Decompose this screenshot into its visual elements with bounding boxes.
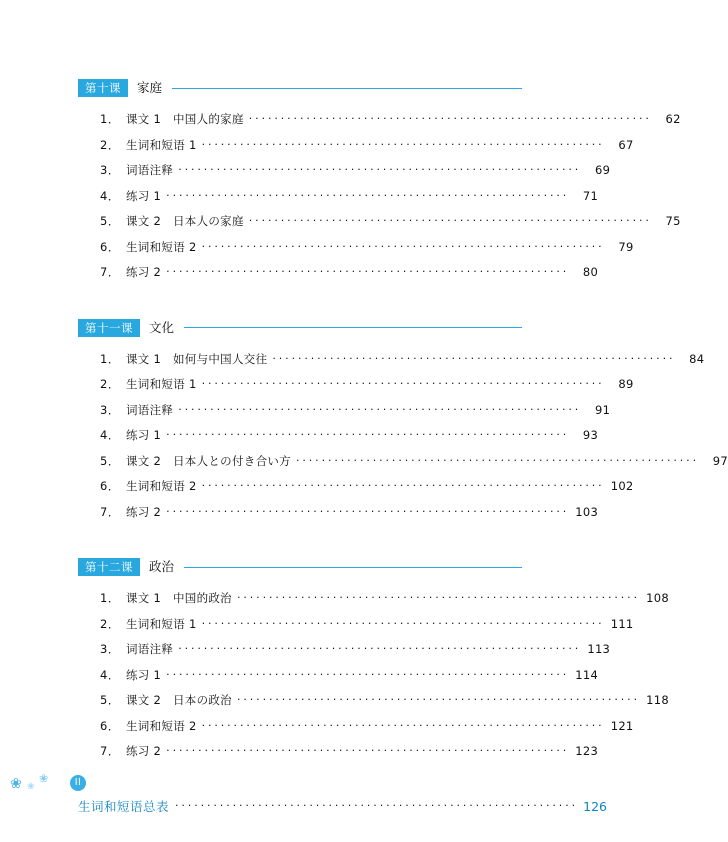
glossary-entry[interactable] <box>78 797 607 818</box>
entry-page: 91 <box>594 402 611 417</box>
toc-entry[interactable] <box>100 739 599 765</box>
toc-entry[interactable] <box>100 474 634 500</box>
entry-label: 课文 2 日本の政治 <box>126 693 232 707</box>
entry-number: 3． <box>100 642 120 656</box>
leader-dots: ······························································· <box>166 428 570 441</box>
entry-number: 7． <box>100 504 120 519</box>
chapter-title: 家庭 <box>137 80 163 95</box>
chapter-header <box>78 318 522 338</box>
entry-page: 102 <box>610 479 634 493</box>
toc-entry[interactable] <box>100 398 611 424</box>
chapter-rule <box>184 327 522 328</box>
entry-page: 97 <box>712 453 728 468</box>
entry-number: 7． <box>100 265 120 279</box>
page-footer <box>0 765 600 795</box>
entry-page: 113 <box>587 642 611 656</box>
entry-number: 5． <box>100 214 120 228</box>
leader-dots: ······························································· <box>295 453 699 467</box>
toc-entry[interactable] <box>100 688 669 714</box>
entry-label: 生词和短语 1 <box>126 616 197 631</box>
toc-entry[interactable] <box>100 235 634 261</box>
entry-number: 1． <box>100 112 120 126</box>
entry-page: 93 <box>582 428 599 442</box>
leader-dots: ······························································· <box>248 214 652 227</box>
entry-number: 6． <box>100 718 120 733</box>
toc-entry[interactable] <box>100 449 728 475</box>
toc-entry[interactable] <box>100 423 599 449</box>
entry-page: 69 <box>594 163 611 177</box>
chapter-section <box>78 557 669 765</box>
chapter-section <box>78 318 728 526</box>
entry-page: 108 <box>646 591 669 605</box>
entry-label: 生词和短语 1 <box>126 377 197 391</box>
entry-number: 3． <box>100 163 120 177</box>
leader-dots: ······························································· <box>178 163 582 176</box>
leader-dots: ······························································· <box>201 479 605 492</box>
leader-dots: ······························································· <box>175 798 578 812</box>
entry-page: 71 <box>582 188 599 203</box>
leader-dots: ······························································· <box>201 616 605 630</box>
entry-label: 课文 1 如何与中国人交往 <box>126 351 268 366</box>
entry-number: 7． <box>100 744 120 758</box>
leader-dots: ······························································· <box>166 265 570 278</box>
entry-label: 生词和短语 2 <box>126 239 197 254</box>
leader-dots: ······························································· <box>166 504 570 518</box>
entry-label: 练习 1 <box>126 428 162 442</box>
glossary-page: 126 <box>583 798 607 814</box>
toc-entry[interactable] <box>100 209 681 235</box>
footer-decoration <box>8 771 82 795</box>
entry-page: 103 <box>575 504 599 519</box>
toc-entry[interactable] <box>100 347 705 373</box>
toc-entry[interactable] <box>100 184 599 210</box>
entry-page: 121 <box>610 718 634 733</box>
toc-entry[interactable] <box>100 260 599 286</box>
chapter-rule <box>184 567 522 568</box>
entry-number: 2． <box>100 616 120 631</box>
entry-number: 4． <box>100 667 120 682</box>
entry-page: 111 <box>610 616 634 631</box>
leader-dots: ······························································· <box>236 591 640 604</box>
entry-label: 词语注释 <box>126 402 174 417</box>
entry-number: 5． <box>100 453 120 468</box>
leader-dots: ······························································· <box>272 351 676 365</box>
entry-number: 6． <box>100 479 120 493</box>
entry-label: 练习 2 <box>126 265 162 279</box>
entry-label: 生词和短语 2 <box>126 479 197 493</box>
entry-label: 课文 1 中国的政治 <box>126 591 232 605</box>
entry-number: 4． <box>100 428 120 442</box>
leader-dots: ······························································· <box>236 693 640 706</box>
leader-dots: ······························································· <box>166 667 570 681</box>
chapter-title: 政治 <box>149 559 175 574</box>
entry-label: 词语注释 <box>126 163 174 177</box>
leader-dots: ······························································· <box>248 112 652 125</box>
glossary-label: 生词和短语总表 <box>78 798 170 814</box>
toc-entry[interactable] <box>100 637 611 663</box>
toc-entry[interactable] <box>100 372 634 398</box>
entry-number: 2． <box>100 377 120 391</box>
leader-dots: ······························································· <box>178 642 582 655</box>
toc-entry[interactable] <box>100 500 599 526</box>
entry-label: 词语注释 <box>126 642 174 656</box>
leader-dots: ······························································· <box>201 137 605 151</box>
toc-content <box>78 78 728 818</box>
entry-list <box>78 107 681 286</box>
entry-number: 2． <box>100 137 120 152</box>
entry-page: 84 <box>689 351 705 366</box>
toc-entry[interactable] <box>100 663 599 689</box>
entry-number: 5． <box>100 693 120 707</box>
entry-page: 67 <box>618 137 634 152</box>
flower-icon: ❀ <box>10 776 22 792</box>
leader-dots: ······························································· <box>166 744 570 757</box>
entry-page: 79 <box>618 239 634 254</box>
chapter-section <box>78 78 681 286</box>
entry-number: 1． <box>100 591 120 605</box>
leader-dots: ······························································· <box>201 377 605 390</box>
entry-label: 生词和短语 2 <box>126 718 197 733</box>
leader-dots: ······························································· <box>201 718 605 732</box>
chapter-rule <box>172 88 522 89</box>
entry-number: 3． <box>100 402 120 417</box>
chapter-tag: 第十二课 <box>78 558 140 576</box>
entry-label: 练习 1 <box>126 667 162 682</box>
entry-label: 课文 2 日本人との付き合い方 <box>126 453 291 468</box>
leader-dots: ······························································· <box>166 188 570 202</box>
chapter-tag: 第十一课 <box>78 319 140 337</box>
chapter-header <box>78 78 522 98</box>
entry-number: 4． <box>100 188 120 203</box>
entry-page: 75 <box>665 214 681 228</box>
entry-label: 练习 1 <box>126 188 162 203</box>
entry-number: 6． <box>100 239 120 254</box>
chapter-header <box>78 557 522 577</box>
entry-label: 练习 2 <box>126 744 162 758</box>
entry-label: 生词和短语 1 <box>126 137 197 152</box>
entry-number: 1． <box>100 351 120 366</box>
entry-page: 80 <box>582 265 599 279</box>
flower-icon: ❀ <box>27 782 35 792</box>
flower-icon: ❀ <box>39 772 49 785</box>
toc-entry[interactable] <box>100 714 634 740</box>
entry-label: 练习 2 <box>126 504 162 519</box>
entry-page: 89 <box>618 377 634 391</box>
leader-dots: ······························································· <box>201 239 605 253</box>
chapter-tag: 第十课 <box>78 79 128 97</box>
toc-entry[interactable] <box>100 586 669 612</box>
toc-entry[interactable] <box>100 158 611 184</box>
entry-page: 118 <box>646 693 669 707</box>
toc-entry[interactable] <box>100 612 634 638</box>
entry-label: 课文 2 日本人の家庭 <box>126 214 244 228</box>
entry-list <box>78 347 728 526</box>
toc-entry[interactable] <box>100 107 681 133</box>
toc-entry[interactable] <box>100 133 634 159</box>
entry-page: 114 <box>575 667 599 682</box>
entry-page: 123 <box>575 744 599 758</box>
entry-page: 62 <box>665 112 681 126</box>
entry-list <box>78 586 669 765</box>
chapter-title: 文化 <box>149 319 175 335</box>
leader-dots: ······························································· <box>178 402 582 416</box>
page-number-badge: II <box>70 775 86 791</box>
entry-label: 课文 1 中国人的家庭 <box>126 112 244 126</box>
